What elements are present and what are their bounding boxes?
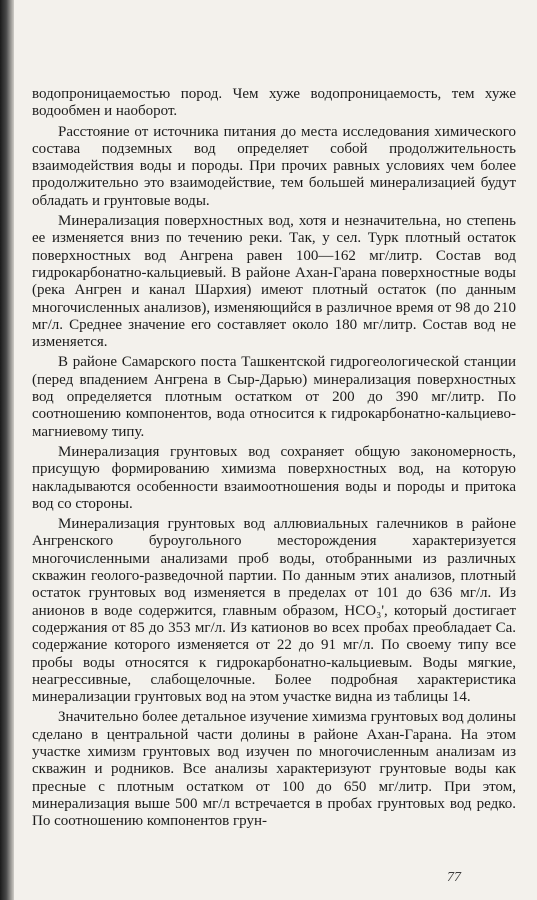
paragraph-5: Минерализация грунтовых вод сохраняет общую закономерность, присущую формированию химизма поверхностных вод, на которую накладываются особенности взаимоотношения воды и породы и притока вод со стороны.: [32, 443, 516, 512]
paragraph-7: Значительно более детальное изучение химизма грунтовых вод долины сделано в центральной части долины в районе Ахан-Гарана. На этом участке химизм грунтовых вод изучен по многочисленным анализам из скважин и родников. Все анализы характеризуют грунтовые воды как пресные с плотным остатком от 100 до 650 мг/литр. При этом, минерализация выше 500 мг/л встречается в пробах грунтовых вод редко. По соотношению компонентов грун-: [32, 709, 516, 830]
paragraph-6: Минерализация грунтовых вод аллювиальных галечников в районе Ангренского буроугольного месторождения характеризуется многочисленными анализами проб воды, отобранными из различных скважин геолого-разведочной партии. По данным этих анализов, плотный остаток грунтовых вод изменяется в пределах от 101 до 636 мг/л. Из анионов в воде содержится, главным образом, HCO₃', который достигает содержания от 85 до 353 мг/л. Из катионов во всех пробах преобладает Ca. содержание которого изменяется от 22 до 91 мг/л. По своему типу все пробы воды относятся к гидрокарбонатно-кальциевым. Воды мягкие, неагрессивные, слабощелочные. Более подробная характеристика минерализации грунтовых вод на этом участке видна из таблицы 14.: [32, 516, 516, 706]
page-number: 77: [447, 870, 461, 885]
paragraph-4: В районе Самарского поста Ташкентской гидрогеологической станции (перед впадением Ангрена в Сыр-Дарью) минерализация поверхностных вод определяется плотным остатком от 200 до 390 мг/литр. По соотношению компонентов, вода относится к гидрокарбонатно-кальциево-магниевому типу.: [32, 354, 516, 440]
paragraph-1: водопроницаемостью пород. Чем хуже водопроницаемость, тем хуже водообмен и наоборот.: [32, 86, 516, 120]
paragraph-2: Расстояние от источника питания до места исследования химического состава подземных вод определяет собой продолжительность взаимодействия воды и породы. При прочих равных условиях чем более продолжительно это взаимодействие, тем большей минерализацией будут обладать и грунтовые воды.: [32, 123, 516, 209]
body-text: [32, 86, 516, 833]
paragraph-3: Минерализация поверхностных вод, хотя и незначительна, но степень ее изменяется вниз по течению реки. Так, у сел. Турк плотный остаток поверхностных вод Ангрена равен 100—162 мг/литр. Состав вод гидрокарбонатно-кальциевый. В районе Ахан-Гарана поверхностные воды (река Ангрен и канал Шархия) имеют плотный остаток (по данным многочисленных анализов), изменяющийся в различное время от 98 до 210 мг/л. Среднее значение его составляет около 180 мг/литр. Состав вод не изменяется.: [32, 213, 516, 351]
scan-binding-edge: [0, 0, 14, 900]
